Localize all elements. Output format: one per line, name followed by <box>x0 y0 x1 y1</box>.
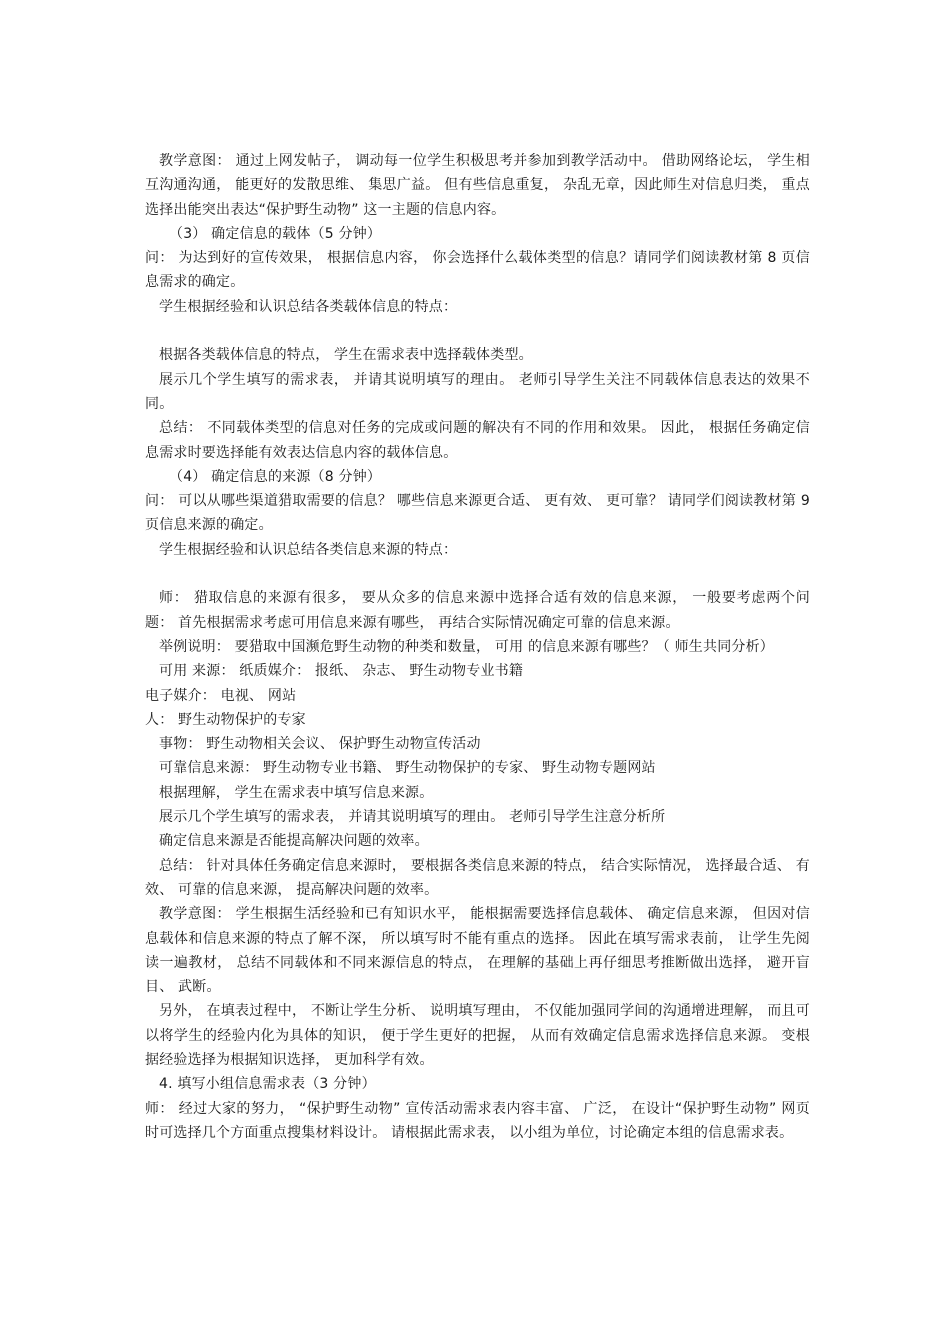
paragraph-teacher-final: 师： 经过大家的努力， “保护野生动物” 宣传活动需求表内容丰富、 广泛， 在设计“保护野生动物” 网页时可选择几个方面重点搜集材料设计。 请根据此需求表， 以小组为单位，讨论确定本组的信息需求表。 <box>145 1100 810 1141</box>
paragraph-question-source: 问： 可以从哪些渠道猎取需要的信息？ 哪些信息来源更合适、 更有效、 更可靠？ 请同学们阅读教材第 9 页信息来源的确定。 <box>145 493 810 534</box>
paragraph-carrier-summary-prompt: 学生根据经验和认识总结各类载体信息的特点： <box>159 298 458 315</box>
paragraph-reliable-sources: 可靠信息来源： 野生动物专业书籍、 野生动物保护的专家、 野生动物专题网站 <box>159 760 656 777</box>
heading-carrier: （3） 确定信息的载体（5 分钟） <box>169 225 382 242</box>
document-body <box>145 149 810 1145</box>
paragraph-example: 举例说明： 要猎取中国濒危野生动物的种类和数量， 可用 的信息来源有哪些？（ 师生共同分析） <box>159 638 774 655</box>
paragraph-source-summary-prompt: 学生根据经验和认识总结各类信息来源的特点： <box>159 541 458 558</box>
blank-line <box>145 319 810 343</box>
heading-fill-table: 4. 填写小组信息需求表（3 分钟） <box>159 1076 376 1093</box>
paragraph-teaching-intent-1: 教学意图： 通过上网发帖子， 调动每一位学生积极思考并参加到教学活动中。 借助网络论坛， 学生相互沟通沟通， 能更好的发散思维、 集思广益。 但有些信息重复， 杂乱无章，因此师生对信息归类， 重点选择出能突出表达“保护野生动物” 这一主题的信息内容。 <box>145 153 810 218</box>
paragraph-show-tables-2: 展示几个学生填写的需求表， 并请其说明填写的理由。 老师引导学生注意分析所 <box>159 809 666 826</box>
paragraph-additionally: 另外， 在填表过程中， 不断让学生分析、 说明填写理由， 不仅能加强同学间的沟通增进理解， 而且可以将学生的经验内化为具体的知识， 便于学生更好的把握， 从而有效确定信息需求选择信息来源。 变根据经验选择为根据知识选择， 更加科学有效。 <box>145 1003 810 1068</box>
paragraph-people: 人： 野生动物保护的专家 <box>145 711 306 728</box>
paragraph-show-tables-1: 展示几个学生填写的需求表， 并请其说明填写的理由。 老师引导学生关注不同载体信息表达的效果不同。 <box>145 371 810 412</box>
paragraph-available-sources: 可用 来源： 纸质媒介： 报纸、 杂志、 野生动物专业书籍 <box>159 663 524 680</box>
paragraph-summary-source: 总结： 针对具体任务确定信息来源时， 要根据各类信息来源的特点， 结合实际情况， 选择最合适、 有效、 可靠的信息来源， 提高解决问题的效率。 <box>145 857 810 898</box>
blank-line <box>145 562 810 586</box>
paragraph-fill-source: 根据理解， 学生在需求表中填写信息来源。 <box>159 784 434 801</box>
paragraph-efficiency: 确定信息来源是否能提高解决问题的效率。 <box>159 833 429 850</box>
paragraph-question-carrier: 问： 为达到好的宣传效果， 根据信息内容， 你会选择什么载体类型的信息？请同学们阅读教材第 8 页信息需求的确定。 <box>145 250 810 291</box>
paragraph-teaching-intent-2: 教学意图： 学生根据生活经验和已有知识水平， 能根据需要选择信息载体、 确定信息来源， 但因对信息载体和信息来源的特点了解不深， 所以填写时不能有重点的选择。 因此在填写需求表前， 让学生先阅读一遍教材， 总结不同载体和不同来源信息的特点， 在理解的基础上再仔细思考推断做出选择， 避开盲目、 武断。 <box>145 906 810 996</box>
paragraph-electronic-media: 电子媒介： 电视、 网站 <box>145 687 297 704</box>
heading-source: （4） 确定信息的来源（8 分钟） <box>169 468 382 485</box>
paragraph-select-carrier: 根据各类载体信息的特点， 学生在需求表中选择载体类型。 <box>159 347 533 364</box>
paragraph-teacher-source: 师： 猎取信息的来源有很多， 要从众多的信息来源中选择合适有效的信息来源， 一般要考虑两个问题： 首先根据需求考虑可用信息来源有哪些， 再结合实际情况确定可靠的信息来源。 <box>145 590 810 631</box>
paragraph-things: 事物： 野生动物相关会议、 保护野生动物宣传活动 <box>159 736 481 753</box>
paragraph-summary-carrier: 总结： 不同载体类型的信息对任务的完成或问题的解决有不同的作用和效果。 因此， 根据任务确定信息需求时要选择能有效表达信息内容的载体信息。 <box>145 420 810 461</box>
